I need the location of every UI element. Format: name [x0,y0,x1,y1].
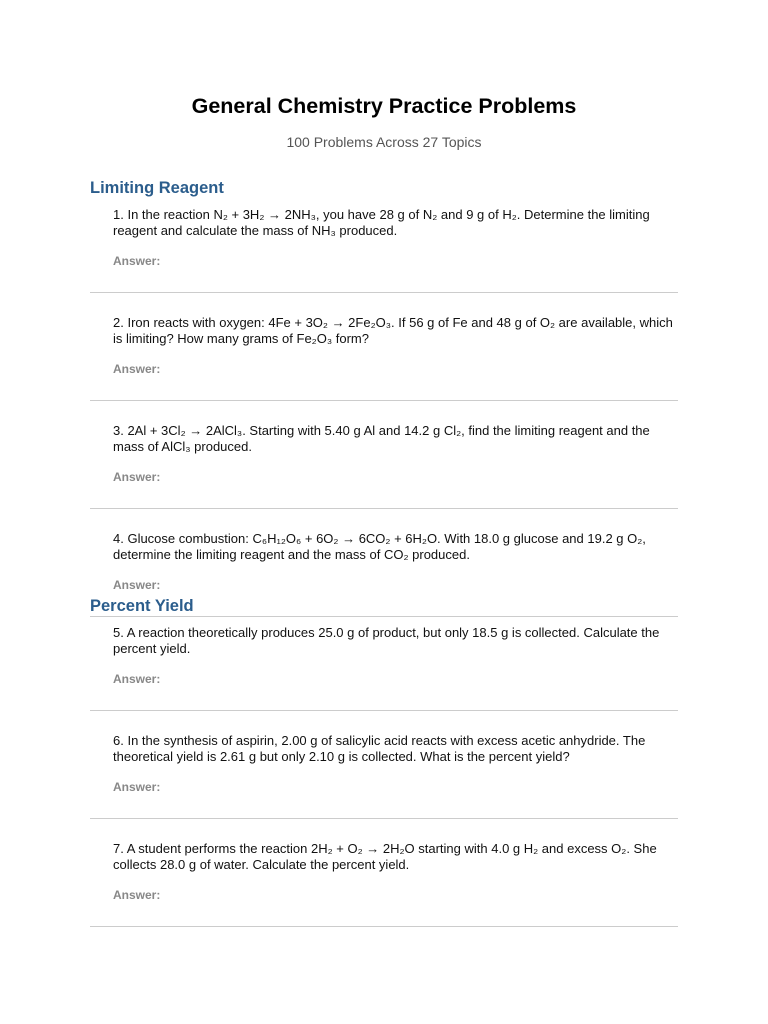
problem-text: 6. In the synthesis of aspirin, 2.00 g of salicylic acid reacts with excess acetic anhydride. The theoretical yield is 2.61 g but only 2.10 g is collected. What is the percent yield? [113,733,646,764]
problem-text: 2. Iron reacts with oxygen: 4Fe + 3O₂ → 2Fe₂O₃. If 56 g of Fe and 48 g of O₂ are available, which is limiting? How many grams of Fe₂O₃ form? [113,315,673,346]
answer-label: Answer: [113,470,161,484]
answer-label: Answer: [113,672,161,686]
problem-item [90,622,678,711]
document-page [90,92,678,902]
answer-label: Answer: [113,362,161,376]
problem-item [90,819,678,927]
answer-label: Answer: [113,780,161,794]
problem-text: 7. A student performs the reaction 2H₂ + O₂ → 2H₂O starting with 4.0 g H₂ and excess O₂. She collects 28.0 g of water. Calculate the percent yield. [113,841,657,872]
problem-list [90,622,678,927]
answer-label: Answer: [113,578,161,592]
problem-item [90,204,678,293]
document-subtitle: 100 Problems Across 27 Topics [286,134,482,150]
problem-text: 1. In the reaction N₂ + 3H₂ → 2NH₃, you have 28 g of N₂ and 9 g of H₂. Determine the limiting reagent and calculate the mass of NH₃ produced. [113,207,650,238]
problem-item [90,711,678,819]
section-limiting-reagent [90,177,678,617]
problem-text: 4. Glucose combustion: C₆H₁₂O₆ + 6O₂ → 6CO₂ + 6H₂O. With 18.0 g glucose and 19.2 g O₂, determine the limiting reagent and the mass of CO₂ produced. [113,531,646,562]
problem-text: 5. A reaction theoretically produces 25.0 g of product, but only 18.5 g is collected. Calculate the percent yield. [113,625,660,656]
answer-label: Answer: [113,254,161,268]
section-heading: Percent Yield [90,597,194,615]
problem-list [90,204,678,617]
problem-item [90,293,678,401]
problem-item [90,401,678,509]
section-percent-yield [90,595,678,927]
problem-text: 3. 2Al + 3Cl₂ → 2AlCl₃. Starting with 5.40 g Al and 14.2 g Cl₂, find the limiting reagent and the mass of AlCl₃ produced. [113,423,650,454]
answer-label: Answer: [113,888,161,902]
document-title: General Chemistry Practice Problems [191,94,577,118]
section-heading: Limiting Reagent [90,179,224,197]
